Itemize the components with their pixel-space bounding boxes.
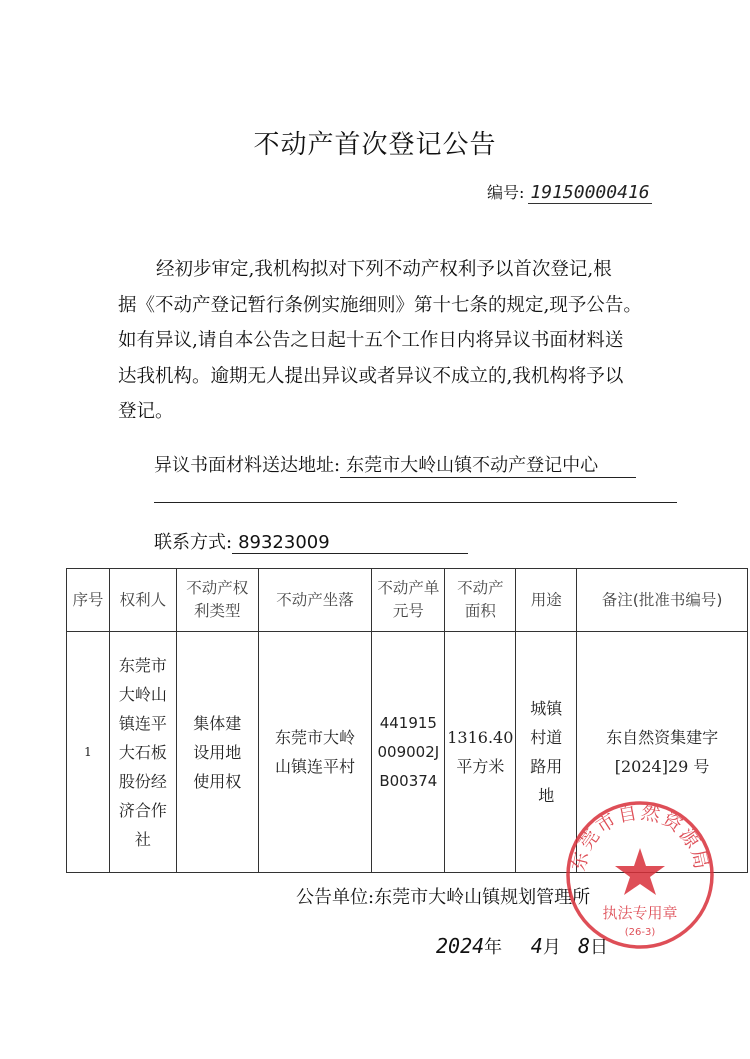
cell-seq: 1 (67, 632, 110, 873)
cell-location: 东莞市大岭 山镇连平村 (258, 632, 372, 873)
cell-area: 1316.40 平方米 (445, 632, 516, 873)
header-right-type: 不动产权 利类型 (176, 569, 258, 632)
header-unit-no: 不动产单 元号 (372, 569, 445, 632)
notice-paragraph (118, 252, 684, 430)
svg-text:东莞市自然资源局: 东莞市自然资源局 (567, 801, 713, 873)
blank-underline (154, 502, 677, 503)
contact-value: 89323009 (232, 532, 468, 554)
date-day: 8 (578, 934, 591, 958)
cell-use: 城镇 村道 路用 地 (516, 632, 577, 873)
address-value: 东莞市大岭山镇不动产登记中心 (340, 451, 636, 478)
paragraph-line: 登记。 (118, 401, 174, 422)
date-year: 2024 (436, 934, 485, 958)
cell-holder: 东莞市 大岭山 镇连平 大石板 股份经 济合作 社 (109, 632, 176, 873)
table-header-row (67, 569, 748, 632)
paragraph-line: 经初步审定,我机构拟对下列不动产权利予以首次登记,根 (156, 259, 612, 280)
address-label: 异议书面材料送达地址: (154, 455, 341, 476)
address-row (154, 451, 636, 478)
header-seq: 序号 (67, 569, 110, 632)
header-location: 不动产坐落 (258, 569, 372, 632)
header-remark: 备注(批准书编号) (577, 569, 748, 632)
header-area: 不动产 面积 (445, 569, 516, 632)
header-holder: 权利人 (109, 569, 176, 632)
issuer-signature (296, 883, 590, 909)
cell-unit-no: 441915 009002J B00374 (372, 632, 445, 873)
issuer-value: 东莞市大岭山镇规划管理所 (374, 887, 591, 908)
paragraph-line: 达我机构。逾期无人提出异议或者异议不成立的,我机构将予以 (118, 365, 624, 387)
contact-label: 联系方式: (154, 532, 233, 553)
serial-label: 编号: (487, 183, 525, 202)
serial-number (487, 180, 652, 203)
cell-right-type: 集体建 设用地 使用权 (176, 632, 258, 873)
paragraph-line: 据《不动产登记暂行条例实施细则》第十七条的规定,现予公告。 (118, 294, 642, 316)
header-use: 用途 (516, 569, 577, 632)
svg-text:执法专用章: 执法专用章 (602, 904, 678, 922)
issue-date: 2024年 4月 8日 (436, 934, 609, 958)
official-seal-icon (565, 800, 715, 950)
cell-remark: 东自然资集建字 [2024]29 号 (577, 632, 748, 873)
contact-row (154, 528, 468, 554)
paragraph-line: 如有异议,请自本公告之日起十五个工作日内将异议书面材料送 (118, 330, 624, 351)
svg-text:(26-3): (26-3) (624, 927, 656, 938)
serial-value: 19150000416 (530, 182, 650, 203)
page-title: 不动产首次登记公告 (253, 130, 497, 160)
issuer-label: 公告单位: (296, 887, 375, 908)
date-month: 4 (530, 934, 543, 958)
